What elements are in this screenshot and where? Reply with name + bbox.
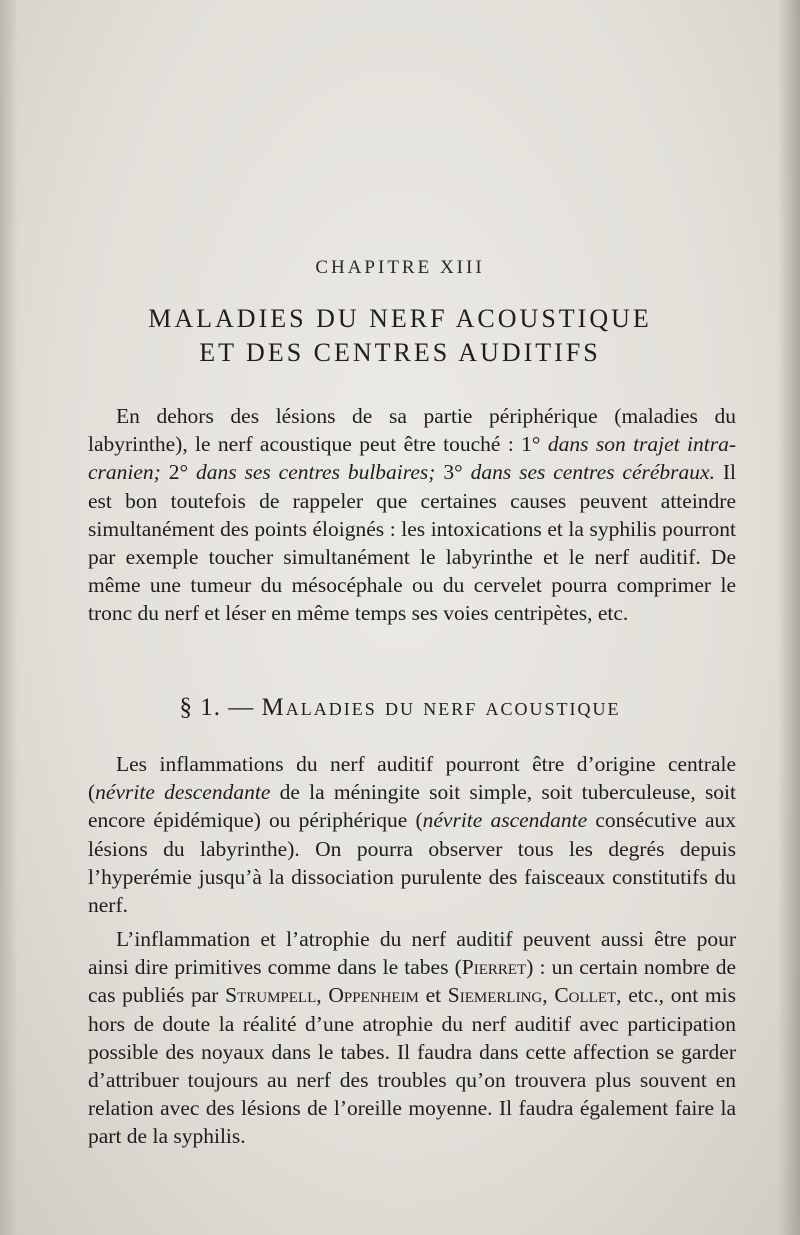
- author-name: Pierret: [461, 955, 527, 980]
- para3-text-5: ,: [542, 983, 555, 1008]
- intro-paragraph: [88, 402, 736, 628]
- section-dash: —: [228, 694, 255, 721]
- para3-text-4: et: [418, 983, 448, 1008]
- intro-text-2: 2°: [160, 460, 196, 485]
- author-name: Collet: [554, 983, 617, 1008]
- intro-text-3: 3°: [435, 460, 471, 485]
- para3-text-1: L’inflammation et l’atrophie du nerf auditif peuvent aussi être pour ainsi dire primitives comme dans le tabes (: [88, 927, 736, 980]
- section-heading: [0, 694, 800, 722]
- author-name: Oppenheim: [328, 983, 419, 1008]
- intro-text-1: En dehors des lésions de sa partie périphérique (maladies du labyrinthe), le nerf acoustique peut être touché : 1°: [88, 404, 736, 457]
- intro-italic-2: dans ses centres bulbaires;: [195, 460, 436, 485]
- paragraph-inflammations: [88, 750, 736, 919]
- paragraph-atrophy: [88, 925, 736, 1151]
- para2-italic-1: névrite descendante: [95, 780, 271, 805]
- page-shadow-right: [778, 0, 800, 1235]
- chapter-title: [0, 302, 800, 370]
- intro-text-4: Il est bon toutefois de rappeler que certaines causes peuvent atteindre simultanément des points éloignés : les intoxications et la syphilis pourront par exemple toucher simultanément le labyrinthe et le nerf auditif. De même une tumeur du mésocéphale ou du cervelet pourra comprimer le tronc du nerf et léser en même temps ses voies centripètes, etc.: [88, 460, 736, 626]
- author-name: Siemerling: [447, 983, 543, 1008]
- para3-text-6: , etc., ont mis hors de doute la réalité d’une atrophie du nerf auditif avec participation possible des noyaux dans le tabes. Il faudra dans cette affection se garder d’attribuer toujours au nerf des troubles qu’on trouvera plus souvent en relation avec des lésions de l’oreille moyenne. Il faudra également faire la part de la syphilis.: [88, 983, 736, 1149]
- chapter-title-line-1: MALADIES DU NERF ACOUSTIQUE: [148, 304, 652, 333]
- page-shadow-left: [0, 0, 18, 1235]
- para3-text-2: ) : un certain nombre de cas publiés par: [88, 955, 736, 1008]
- para2-text-1: Les inflammations du nerf auditif pourront être d’origine centrale (: [88, 752, 736, 805]
- para2-text-2: de la méningite soit simple, soit tuberculeuse, soit encore épidémique) ou périphérique (: [88, 780, 737, 833]
- para2-italic-2: névrite ascendante: [422, 808, 588, 833]
- author-name: Strumpell: [225, 983, 317, 1008]
- section-title: Maladies du nerf acoustique: [261, 694, 621, 721]
- intro-italic-1: dans son trajet intra-cranien;: [88, 432, 736, 485]
- chapter-label: CHAPITRE XIII: [315, 257, 485, 278]
- intro-italic-3: dans ses centres cérébraux.: [470, 460, 715, 485]
- chapter-title-line-2: ET DES CENTRES AUDITIFS: [199, 338, 601, 367]
- para3-text-3: ,: [316, 983, 329, 1008]
- para2-text-3: consécutive aux lésions du labyrinthe). On pourra observer tous les degrés depuis l’hyperémie jusqu’à la dissociation purulente des faisceaux constitutifs du nerf.: [88, 808, 736, 918]
- section-number: § 1.: [179, 694, 221, 721]
